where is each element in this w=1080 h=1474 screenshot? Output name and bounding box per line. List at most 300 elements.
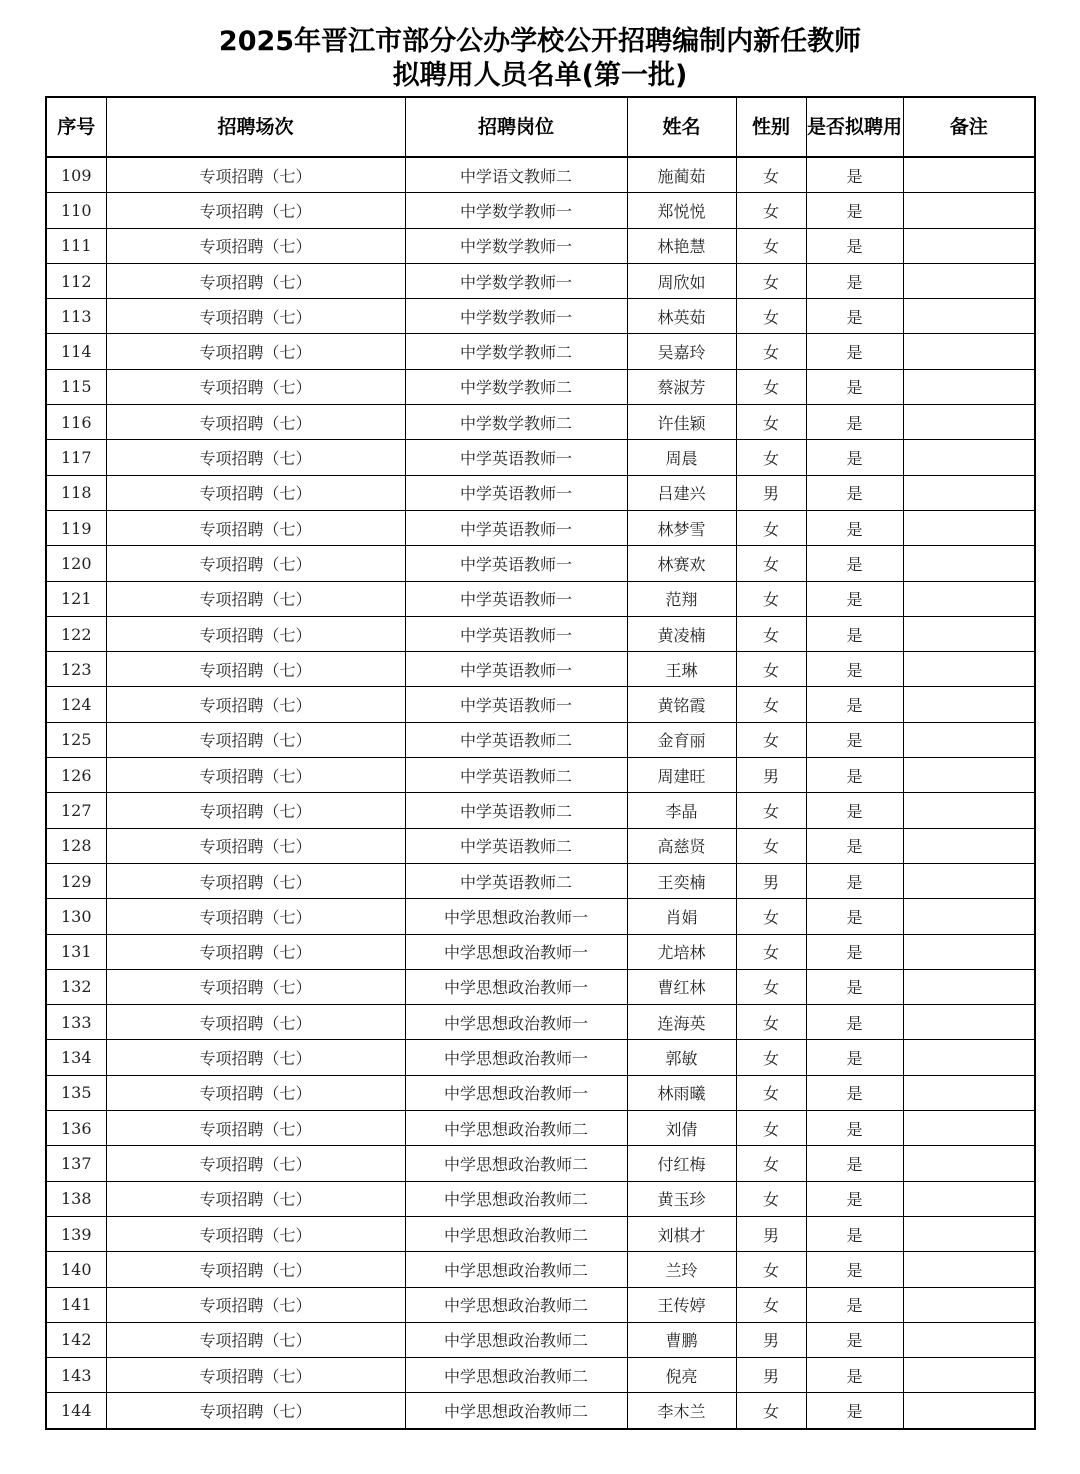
cell-session: 专项招聘（七） (106, 1005, 405, 1040)
cell-seq: 114 (46, 334, 106, 369)
cell-gender: 女 (736, 687, 806, 722)
cell-remarks (903, 652, 1035, 687)
cell-position: 中学思想政治教师二 (405, 1111, 627, 1146)
table-row (46, 899, 1035, 934)
cell-hire: 是 (806, 228, 903, 263)
cell-position: 中学思想政治教师二 (405, 1181, 627, 1216)
cell-name: 林英茹 (627, 299, 736, 334)
cell-remarks (903, 1287, 1035, 1322)
cell-position: 中学思想政治教师二 (405, 1322, 627, 1357)
cell-hire: 是 (806, 1075, 903, 1110)
cell-session: 专项招聘（七） (106, 1181, 405, 1216)
cell-hire: 是 (806, 722, 903, 757)
cell-gender: 女 (736, 1111, 806, 1146)
cell-remarks (903, 157, 1035, 193)
table-row (46, 405, 1035, 440)
cell-session: 专项招聘（七） (106, 299, 405, 334)
cell-gender: 女 (736, 299, 806, 334)
cell-remarks (903, 299, 1035, 334)
cell-hire: 是 (806, 1252, 903, 1287)
cell-hire: 是 (806, 652, 903, 687)
cell-position: 中学英语教师一 (405, 440, 627, 475)
document-title-line1: 2025年晋江市部分公办学校公开招聘编制内新任教师 (218, 26, 862, 57)
cell-name: 李晶 (627, 793, 736, 828)
cell-name: 周欣如 (627, 263, 736, 298)
table-row (46, 1181, 1035, 1216)
cell-seq: 125 (46, 722, 106, 757)
table-row (46, 1075, 1035, 1110)
cell-gender: 女 (736, 263, 806, 298)
cell-gender: 女 (736, 1252, 806, 1287)
cell-position: 中学英语教师一 (405, 475, 627, 510)
cell-name: 郭敏 (627, 1040, 736, 1075)
cell-hire: 是 (806, 687, 903, 722)
cell-remarks (903, 228, 1035, 263)
cell-seq: 139 (46, 1216, 106, 1251)
table-row (46, 475, 1035, 510)
cell-remarks (903, 934, 1035, 969)
table-row (46, 157, 1035, 193)
cell-position: 中学英语教师二 (405, 793, 627, 828)
header-hire: 是否拟聘用 (806, 97, 903, 157)
cell-gender: 女 (736, 228, 806, 263)
cell-remarks (903, 793, 1035, 828)
cell-name: 周建旺 (627, 758, 736, 793)
cell-remarks (903, 1040, 1035, 1075)
table-row (46, 228, 1035, 263)
cell-remarks (903, 193, 1035, 228)
cell-session: 专项招聘（七） (106, 157, 405, 193)
cell-remarks (903, 440, 1035, 475)
cell-gender: 女 (736, 510, 806, 545)
cell-seq: 126 (46, 758, 106, 793)
table-row (46, 299, 1035, 334)
cell-remarks (903, 334, 1035, 369)
cell-position: 中学数学教师二 (405, 369, 627, 404)
table-row (46, 863, 1035, 898)
cell-gender: 女 (736, 793, 806, 828)
cell-hire: 是 (806, 863, 903, 898)
cell-gender: 女 (736, 652, 806, 687)
cell-remarks (903, 1358, 1035, 1393)
cell-position: 中学思想政治教师一 (405, 1040, 627, 1075)
cell-session: 专项招聘（七） (106, 793, 405, 828)
table-row (46, 334, 1035, 369)
cell-name: 曹红林 (627, 969, 736, 1004)
table-row (46, 546, 1035, 581)
table-row (46, 1252, 1035, 1287)
cell-seq: 123 (46, 652, 106, 687)
cell-remarks (903, 1393, 1035, 1429)
cell-seq: 142 (46, 1322, 106, 1357)
cell-session: 专项招聘（七） (106, 546, 405, 581)
cell-name: 范翔 (627, 581, 736, 616)
cell-seq: 112 (46, 263, 106, 298)
table-row (46, 934, 1035, 969)
cell-position: 中学英语教师一 (405, 687, 627, 722)
cell-session: 专项招聘（七） (106, 193, 405, 228)
cell-position: 中学数学教师一 (405, 299, 627, 334)
cell-seq: 115 (46, 369, 106, 404)
cell-name: 林雨曦 (627, 1075, 736, 1110)
cell-position: 中学数学教师一 (405, 263, 627, 298)
candidate-table (45, 96, 1036, 1430)
table-row (46, 1216, 1035, 1251)
cell-seq: 130 (46, 899, 106, 934)
cell-session: 专项招聘（七） (106, 899, 405, 934)
cell-remarks (903, 581, 1035, 616)
cell-position: 中学英语教师二 (405, 828, 627, 863)
cell-hire: 是 (806, 1040, 903, 1075)
cell-position: 中学思想政治教师二 (405, 1146, 627, 1181)
cell-gender: 女 (736, 828, 806, 863)
cell-session: 专项招聘（七） (106, 1075, 405, 1110)
cell-position: 中学思想政治教师二 (405, 1393, 627, 1429)
cell-session: 专项招聘（七） (106, 405, 405, 440)
cell-hire: 是 (806, 1358, 903, 1393)
cell-seq: 134 (46, 1040, 106, 1075)
header-remarks: 备注 (903, 97, 1035, 157)
cell-gender: 男 (736, 1358, 806, 1393)
table-row (46, 263, 1035, 298)
cell-position: 中学英语教师二 (405, 758, 627, 793)
cell-position: 中学数学教师一 (405, 228, 627, 263)
cell-gender: 男 (736, 475, 806, 510)
cell-name: 付红梅 (627, 1146, 736, 1181)
table-row (46, 793, 1035, 828)
cell-remarks (903, 687, 1035, 722)
cell-seq: 138 (46, 1181, 106, 1216)
table-row (46, 758, 1035, 793)
cell-position: 中学思想政治教师一 (405, 1005, 627, 1040)
cell-seq: 124 (46, 687, 106, 722)
table-row (46, 193, 1035, 228)
cell-hire: 是 (806, 758, 903, 793)
cell-name: 尤培林 (627, 934, 736, 969)
cell-gender: 女 (736, 899, 806, 934)
cell-gender: 男 (736, 1216, 806, 1251)
cell-position: 中学英语教师一 (405, 510, 627, 545)
cell-gender: 女 (736, 969, 806, 1004)
cell-remarks (903, 863, 1035, 898)
cell-gender: 女 (736, 722, 806, 757)
cell-gender: 女 (736, 157, 806, 193)
cell-gender: 男 (736, 1322, 806, 1357)
cell-hire: 是 (806, 1181, 903, 1216)
cell-name: 金育丽 (627, 722, 736, 757)
cell-session: 专项招聘（七） (106, 616, 405, 651)
cell-gender: 女 (736, 1005, 806, 1040)
table-row (46, 969, 1035, 1004)
table-row (46, 1358, 1035, 1393)
cell-seq: 135 (46, 1075, 106, 1110)
cell-hire: 是 (806, 546, 903, 581)
cell-position: 中学思想政治教师二 (405, 1216, 627, 1251)
cell-session: 专项招聘（七） (106, 969, 405, 1004)
cell-position: 中学思想政治教师一 (405, 1075, 627, 1110)
cell-session: 专项招聘（七） (106, 652, 405, 687)
cell-remarks (903, 475, 1035, 510)
cell-session: 专项招聘（七） (106, 1287, 405, 1322)
cell-name: 林梦雪 (627, 510, 736, 545)
cell-hire: 是 (806, 193, 903, 228)
cell-name: 吕建兴 (627, 475, 736, 510)
cell-hire: 是 (806, 616, 903, 651)
document-title-line2: 拟聘用人员名单(第一批) (392, 60, 688, 91)
cell-session: 专项招聘（七） (106, 1216, 405, 1251)
cell-session: 专项招聘（七） (106, 369, 405, 404)
cell-seq: 129 (46, 863, 106, 898)
table-row (46, 1287, 1035, 1322)
cell-seq: 133 (46, 1005, 106, 1040)
cell-session: 专项招聘（七） (106, 722, 405, 757)
cell-hire: 是 (806, 440, 903, 475)
table-row (46, 581, 1035, 616)
cell-remarks (903, 969, 1035, 1004)
cell-position: 中学数学教师二 (405, 334, 627, 369)
cell-hire: 是 (806, 1146, 903, 1181)
cell-session: 专项招聘（七） (106, 1040, 405, 1075)
cell-name: 周晨 (627, 440, 736, 475)
cell-gender: 男 (736, 758, 806, 793)
cell-hire: 是 (806, 475, 903, 510)
cell-name: 蔡淑芳 (627, 369, 736, 404)
cell-seq: 128 (46, 828, 106, 863)
cell-session: 专项招聘（七） (106, 1252, 405, 1287)
cell-position: 中学思想政治教师二 (405, 1358, 627, 1393)
cell-remarks (903, 1111, 1035, 1146)
cell-hire: 是 (806, 405, 903, 440)
cell-seq: 120 (46, 546, 106, 581)
header-position: 招聘岗位 (405, 97, 627, 157)
table-row (46, 687, 1035, 722)
cell-hire: 是 (806, 157, 903, 193)
cell-seq: 141 (46, 1287, 106, 1322)
cell-name: 李木兰 (627, 1393, 736, 1429)
cell-hire: 是 (806, 793, 903, 828)
cell-name: 王传婷 (627, 1287, 736, 1322)
cell-gender: 女 (736, 546, 806, 581)
table-header-row (46, 97, 1035, 157)
cell-seq: 111 (46, 228, 106, 263)
cell-name: 黄凌楠 (627, 616, 736, 651)
cell-seq: 109 (46, 157, 106, 193)
cell-gender: 女 (736, 1075, 806, 1110)
cell-name: 施蔺茹 (627, 157, 736, 193)
cell-gender: 女 (736, 934, 806, 969)
cell-hire: 是 (806, 969, 903, 1004)
cell-position: 中学思想政治教师二 (405, 1252, 627, 1287)
cell-gender: 女 (736, 1040, 806, 1075)
cell-hire: 是 (806, 334, 903, 369)
cell-position: 中学数学教师一 (405, 193, 627, 228)
cell-seq: 119 (46, 510, 106, 545)
cell-remarks (903, 758, 1035, 793)
cell-session: 专项招聘（七） (106, 1111, 405, 1146)
cell-name: 吴嘉玲 (627, 334, 736, 369)
cell-seq: 137 (46, 1146, 106, 1181)
cell-position: 中学英语教师二 (405, 863, 627, 898)
cell-seq: 110 (46, 193, 106, 228)
cell-gender: 女 (736, 193, 806, 228)
cell-hire: 是 (806, 1287, 903, 1322)
cell-hire: 是 (806, 1322, 903, 1357)
cell-seq: 121 (46, 581, 106, 616)
cell-remarks (903, 1252, 1035, 1287)
cell-position: 中学思想政治教师一 (405, 969, 627, 1004)
cell-name: 曹鹏 (627, 1322, 736, 1357)
cell-position: 中学英语教师一 (405, 616, 627, 651)
cell-hire: 是 (806, 828, 903, 863)
cell-remarks (903, 722, 1035, 757)
cell-session: 专项招聘（七） (106, 1393, 405, 1429)
table-row (46, 510, 1035, 545)
cell-name: 林艳慧 (627, 228, 736, 263)
cell-name: 林赛欢 (627, 546, 736, 581)
table-row (46, 1393, 1035, 1429)
cell-name: 倪亮 (627, 1358, 736, 1393)
cell-session: 专项招聘（七） (106, 334, 405, 369)
cell-hire: 是 (806, 299, 903, 334)
cell-remarks (903, 1322, 1035, 1357)
cell-session: 专项招聘（七） (106, 263, 405, 298)
cell-hire: 是 (806, 934, 903, 969)
cell-remarks (903, 828, 1035, 863)
table-row (46, 1005, 1035, 1040)
cell-remarks (903, 899, 1035, 934)
cell-remarks (903, 510, 1035, 545)
cell-seq: 132 (46, 969, 106, 1004)
cell-hire: 是 (806, 899, 903, 934)
cell-remarks (903, 405, 1035, 440)
table-row (46, 828, 1035, 863)
cell-gender: 男 (736, 863, 806, 898)
cell-name: 肖娟 (627, 899, 736, 934)
cell-session: 专项招聘（七） (106, 475, 405, 510)
cell-name: 王奕楠 (627, 863, 736, 898)
cell-remarks (903, 369, 1035, 404)
cell-position: 中学语文教师二 (405, 157, 627, 193)
cell-position: 中学英语教师二 (405, 722, 627, 757)
table-row (46, 1322, 1035, 1357)
cell-gender: 女 (736, 616, 806, 651)
cell-hire: 是 (806, 1005, 903, 1040)
cell-gender: 女 (736, 1287, 806, 1322)
cell-seq: 143 (46, 1358, 106, 1393)
cell-gender: 女 (736, 440, 806, 475)
cell-seq: 131 (46, 934, 106, 969)
cell-position: 中学英语教师一 (405, 652, 627, 687)
header-gender: 性别 (736, 97, 806, 157)
cell-seq: 140 (46, 1252, 106, 1287)
cell-session: 专项招聘（七） (106, 1146, 405, 1181)
table-body (46, 157, 1035, 1429)
header-session: 招聘场次 (106, 97, 405, 157)
table-row (46, 616, 1035, 651)
cell-gender: 女 (736, 581, 806, 616)
table-row (46, 369, 1035, 404)
cell-remarks (903, 1005, 1035, 1040)
cell-remarks (903, 1075, 1035, 1110)
cell-seq: 118 (46, 475, 106, 510)
cell-gender: 女 (736, 405, 806, 440)
cell-remarks (903, 546, 1035, 581)
cell-hire: 是 (806, 581, 903, 616)
cell-name: 黄玉珍 (627, 1181, 736, 1216)
table-row (46, 652, 1035, 687)
cell-position: 中学数学教师二 (405, 405, 627, 440)
cell-gender: 女 (736, 369, 806, 404)
cell-name: 刘棋才 (627, 1216, 736, 1251)
cell-remarks (903, 1216, 1035, 1251)
cell-session: 专项招聘（七） (106, 758, 405, 793)
cell-session: 专项招聘（七） (106, 581, 405, 616)
cell-remarks (903, 1181, 1035, 1216)
cell-session: 专项招聘（七） (106, 828, 405, 863)
cell-name: 郑悦悦 (627, 193, 736, 228)
cell-name: 黄铭霞 (627, 687, 736, 722)
cell-name: 王琳 (627, 652, 736, 687)
cell-position: 中学思想政治教师二 (405, 1287, 627, 1322)
cell-position: 中学英语教师一 (405, 546, 627, 581)
table-row (46, 722, 1035, 757)
cell-name: 兰玲 (627, 1252, 736, 1287)
cell-gender: 女 (736, 334, 806, 369)
cell-gender: 女 (736, 1393, 806, 1429)
table-row (46, 1111, 1035, 1146)
cell-gender: 女 (736, 1181, 806, 1216)
table-row (46, 1146, 1035, 1181)
cell-position: 中学思想政治教师一 (405, 934, 627, 969)
cell-seq: 144 (46, 1393, 106, 1429)
cell-name: 许佳颖 (627, 405, 736, 440)
header-name: 姓名 (627, 97, 736, 157)
cell-hire: 是 (806, 510, 903, 545)
cell-position: 中学思想政治教师一 (405, 899, 627, 934)
cell-position: 中学英语教师一 (405, 581, 627, 616)
cell-seq: 117 (46, 440, 106, 475)
cell-remarks (903, 616, 1035, 651)
cell-session: 专项招聘（七） (106, 510, 405, 545)
cell-hire: 是 (806, 1393, 903, 1429)
cell-hire: 是 (806, 1111, 903, 1146)
cell-session: 专项招聘（七） (106, 687, 405, 722)
cell-gender: 女 (736, 1146, 806, 1181)
cell-session: 专项招聘（七） (106, 1358, 405, 1393)
cell-remarks (903, 263, 1035, 298)
header-seq: 序号 (46, 97, 106, 157)
cell-seq: 122 (46, 616, 106, 651)
cell-name: 连海英 (627, 1005, 736, 1040)
cell-session: 专项招聘（七） (106, 863, 405, 898)
cell-hire: 是 (806, 263, 903, 298)
cell-remarks (903, 1146, 1035, 1181)
cell-session: 专项招聘（七） (106, 228, 405, 263)
cell-name: 刘倩 (627, 1111, 736, 1146)
cell-seq: 116 (46, 405, 106, 440)
cell-session: 专项招聘（七） (106, 440, 405, 475)
cell-session: 专项招聘（七） (106, 1322, 405, 1357)
cell-hire: 是 (806, 1216, 903, 1251)
cell-seq: 127 (46, 793, 106, 828)
cell-session: 专项招聘（七） (106, 934, 405, 969)
table-row (46, 440, 1035, 475)
cell-seq: 136 (46, 1111, 106, 1146)
cell-name: 高慈贤 (627, 828, 736, 863)
table-row (46, 1040, 1035, 1075)
cell-seq: 113 (46, 299, 106, 334)
cell-hire: 是 (806, 369, 903, 404)
